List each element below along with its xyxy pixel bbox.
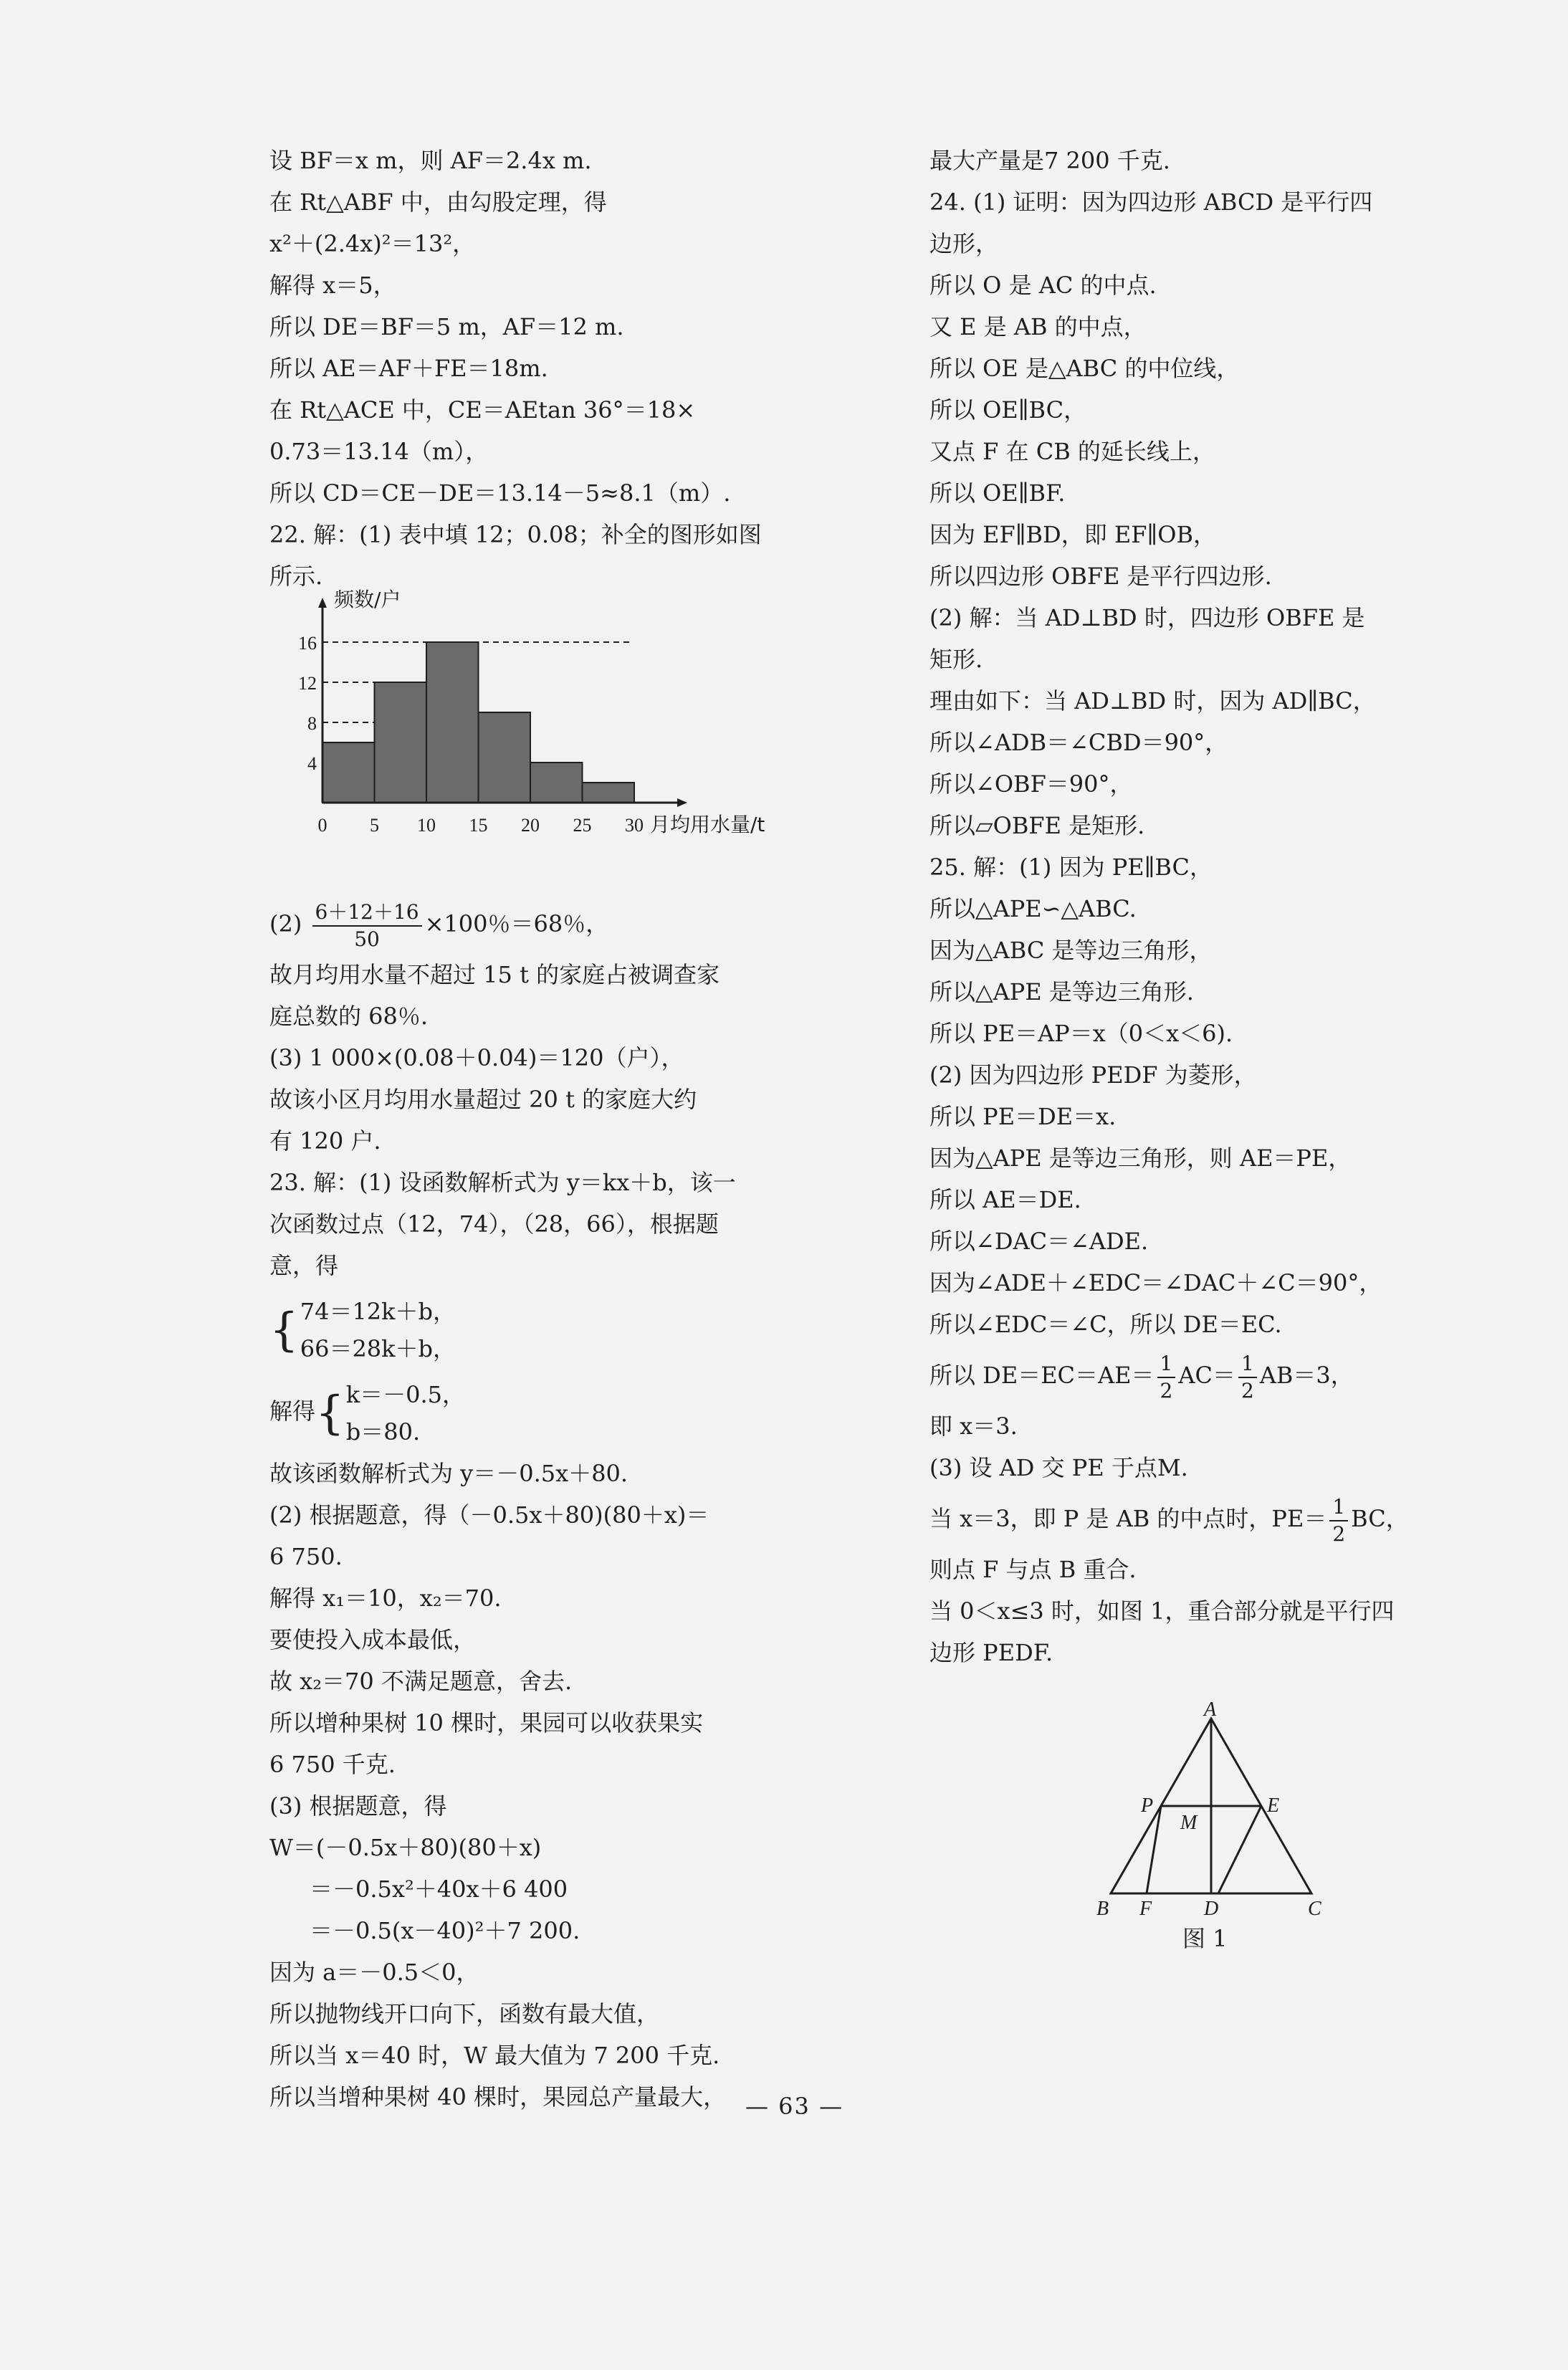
text-line: 所以 AE＝AF＋FE＝18m. bbox=[269, 355, 548, 382]
histogram-bar bbox=[322, 742, 375, 803]
left-block-c bbox=[269, 1453, 814, 2118]
bc-line-end: BC， bbox=[1351, 1505, 1409, 1532]
half-num: 1 bbox=[1238, 1354, 1257, 1378]
text-line: 边形， bbox=[929, 230, 999, 257]
half-fraction-1 bbox=[1157, 1351, 1176, 1403]
label-p: P bbox=[1141, 1795, 1154, 1817]
histogram-bar bbox=[375, 682, 427, 803]
label-c: C bbox=[1308, 1898, 1321, 1920]
text-line: 解得 x₁＝10，x₂＝70. bbox=[269, 1585, 502, 1612]
text-line: 所以∠ADB＝∠CBD＝90°， bbox=[929, 729, 1228, 756]
text-line: ＝－0.5(x－40)²＋7 200. bbox=[310, 1917, 580, 1944]
y-axis-label: 频数/户 bbox=[334, 588, 401, 611]
label-a: A bbox=[1204, 1698, 1217, 1721]
text-line: 因为 a＝－0.5＜0， bbox=[269, 1959, 479, 1986]
half-num: 1 bbox=[1329, 1497, 1348, 1521]
text-line: x²＋(2.4x)²＝13²， bbox=[269, 230, 476, 257]
text-line: 即 x＝3. bbox=[929, 1413, 1018, 1440]
right-column bbox=[929, 140, 1474, 1673]
text-line: 意，得 bbox=[269, 1252, 339, 1279]
text-line: 所以 OE∥BF. bbox=[929, 479, 1066, 507]
text-line: (3) 根据题意，得 bbox=[269, 1792, 447, 1820]
q22-fraction-denominator: 50 bbox=[354, 927, 380, 951]
text-line: 因为△APE 是等边三角形，则 AE＝PE， bbox=[929, 1145, 1352, 1172]
right-block-a bbox=[929, 140, 1474, 1345]
text-line: 故该小区月均用水量超过 20 t 的家庭大约 bbox=[269, 1086, 697, 1113]
brace-symbol: { bbox=[269, 1303, 299, 1357]
equation-system-1 bbox=[269, 1286, 814, 1370]
text-line: 所以 AE＝DE. bbox=[929, 1186, 1081, 1213]
half-line-pre: 所以 DE＝EC＝AE＝ bbox=[929, 1362, 1155, 1389]
text-line: 又点 F 在 CB 的延长线上， bbox=[929, 438, 1215, 465]
half-fraction-2 bbox=[1238, 1351, 1257, 1403]
left-block-b bbox=[269, 954, 814, 1286]
label-b: B bbox=[1096, 1898, 1109, 1920]
text-line: 庭总数的 68％. bbox=[269, 1003, 429, 1030]
x-tick-label: 15 bbox=[469, 815, 488, 836]
text-line: 要使投入成本最低， bbox=[269, 1626, 477, 1653]
text-line: 所以 OE 是△ABC 的中位线， bbox=[929, 355, 1240, 382]
half-den: 2 bbox=[1160, 1378, 1173, 1403]
text-line: 故月均用水量不超过 15 t 的家庭占被调查家 bbox=[269, 961, 720, 988]
y-tick-label: 8 bbox=[307, 713, 317, 734]
figure-1-triangle bbox=[1096, 1698, 1326, 1921]
label-f: F bbox=[1139, 1898, 1152, 1920]
text-line: 所以 DE＝BF＝5 m，AF＝12 m. bbox=[269, 313, 624, 340]
text-line: 最大产量是7 200 千克. bbox=[929, 147, 1170, 174]
page-number: — 63 — bbox=[745, 2093, 844, 2120]
text-line: (2) 根据题意，得（－0.5x＋80)(80＋x)＝ bbox=[269, 1501, 709, 1529]
text-line: 解得 x＝5， bbox=[269, 272, 396, 299]
text-line: 有 120 户. bbox=[269, 1127, 381, 1155]
y-tick-label: 16 bbox=[298, 633, 317, 654]
text-line: W＝(－0.5x＋80)(80＋x) bbox=[269, 1834, 542, 1861]
text-line: 0.73＝13.14（m）， bbox=[269, 438, 489, 465]
x-tick-label: 30 bbox=[625, 815, 644, 836]
text-line: 设 BF＝x m，则 AF＝2.4x m. bbox=[269, 147, 592, 174]
left-column bbox=[269, 140, 814, 2118]
half-den: 2 bbox=[1332, 1521, 1346, 1546]
text-line: 在 Rt△ABF 中，由勾股定理，得 bbox=[269, 188, 607, 216]
figure-1-caption: 图 1 bbox=[1182, 1925, 1228, 1952]
q22-part2-label: (2) bbox=[269, 910, 302, 937]
x-axis-label: 月均用水量/t bbox=[650, 813, 765, 836]
system1-eq2: 66＝28k＋b， bbox=[300, 1334, 456, 1362]
text-line: 所以▱OBFE 是矩形. bbox=[929, 812, 1145, 839]
text-line: 因为 EF∥BD，即 EF∥OB， bbox=[929, 521, 1216, 548]
right-block-b bbox=[929, 1405, 1474, 1489]
x-tick-label: 25 bbox=[573, 815, 592, 836]
text-line: 24. (1) 证明：因为四边形 ABCD 是平行四 bbox=[929, 188, 1373, 216]
text-line: 在 Rt△ACE 中，CE＝AEtan 36°＝18× bbox=[269, 396, 696, 424]
text-line: 所以当增种果树 40 棵时，果园总产量最大， bbox=[269, 2083, 727, 2111]
text-line: 所以∠DAC＝∠ADE. bbox=[929, 1228, 1149, 1255]
x-tick-label: 0 bbox=[317, 815, 328, 836]
text-line: 理由如下：当 AD⊥BD 时，因为 AD∥BC， bbox=[929, 687, 1376, 715]
text-line: 故该函数解析式为 y＝－0.5x＋80. bbox=[269, 1460, 628, 1487]
bc-line-pre: 当 x＝3，即 P 是 AB 的中点时，PE＝ bbox=[929, 1505, 1327, 1532]
text-line: 故 x₂＝70 不满足题意，舍去. bbox=[269, 1668, 573, 1695]
brace-symbol: { bbox=[315, 1386, 345, 1440]
y-tick-label: 12 bbox=[298, 673, 317, 694]
left-block-a bbox=[269, 140, 814, 514]
text-line: 所以∠OBF＝90°， bbox=[929, 770, 1133, 798]
text-line: 所以增种果树 10 棵时，果园可以收获果实 bbox=[269, 1709, 704, 1736]
x-axis-arrow bbox=[677, 798, 687, 807]
q22-line-1: 22. 解：(1) 表中填 12；0.08；补全的图形如图 bbox=[269, 521, 762, 548]
text-line: 23. 解：(1) 设函数解析式为 y＝kx＋b，该一 bbox=[269, 1169, 736, 1196]
system2-eq2: b＝80. bbox=[345, 1418, 421, 1446]
text-line: 次函数过点（12，74），（28，66），根据题 bbox=[269, 1210, 719, 1238]
half-line-end: AB＝3， bbox=[1259, 1362, 1354, 1389]
text-line: 边形 PEDF. bbox=[929, 1639, 1053, 1666]
text-line: 矩形. bbox=[929, 646, 983, 673]
system2-eq1: k＝－0.5， bbox=[345, 1380, 466, 1408]
text-line: 当 0＜x≤3 时，如图 1，重合部分就是平行四 bbox=[929, 1597, 1395, 1625]
equation-system-2 bbox=[269, 1370, 814, 1453]
text-line: 又 E 是 AB 的中点， bbox=[929, 313, 1147, 340]
text-line: (3) 设 AD 交 PE 于点M. bbox=[929, 1454, 1188, 1481]
text-line: 因为△ABC 是等边三角形， bbox=[929, 937, 1213, 964]
text-line: 25. 解：(1) 因为 PE∥BC， bbox=[929, 854, 1213, 881]
text-line: 所以△APE 是等边三角形. bbox=[929, 978, 1194, 1005]
histogram-bar bbox=[530, 763, 583, 803]
text-line: ＝－0.5x²＋40x＋6 400 bbox=[310, 1876, 568, 1903]
text-line: 则点 F 与点 B 重合. bbox=[929, 1556, 1137, 1583]
text-line: 所以 PE＝AP＝x（0＜x＜6). bbox=[929, 1020, 1233, 1047]
label-e: E bbox=[1267, 1795, 1280, 1817]
text-line: 所以当 x＝40 时，W 最大值为 7 200 千克. bbox=[269, 2042, 720, 2069]
right-block-c bbox=[929, 1549, 1474, 1673]
text-line: 6 750. bbox=[269, 1543, 343, 1570]
text-line: 因为∠ADE＋∠EDC＝∠DAC＋∠C＝90°， bbox=[929, 1269, 1382, 1296]
q22-fraction-rest: ×100％＝68％， bbox=[424, 910, 609, 937]
text-line: (3) 1 000×(0.08＋0.04)＝120（户）， bbox=[269, 1044, 684, 1071]
half-line-mid: AC＝ bbox=[1178, 1362, 1235, 1389]
y-tick-label: 4 bbox=[307, 753, 317, 774]
solve-label: 解得 bbox=[269, 1397, 316, 1425]
water-usage-histogram bbox=[279, 588, 810, 853]
label-m: M bbox=[1180, 1812, 1197, 1834]
text-line: 所以△APE∽△ABC. bbox=[929, 895, 1137, 922]
text-line: 6 750 千克. bbox=[269, 1751, 396, 1778]
label-d: D bbox=[1204, 1898, 1219, 1920]
histogram-bar bbox=[583, 783, 635, 803]
bc-fraction-line bbox=[929, 1489, 1474, 1549]
text-line: 所以 PE＝DE＝x. bbox=[929, 1103, 1117, 1130]
half-fraction-line bbox=[929, 1345, 1474, 1405]
q22-fraction bbox=[312, 899, 422, 951]
half-fraction-3 bbox=[1329, 1494, 1348, 1546]
q22-fraction-numerator: 6＋12＋16 bbox=[312, 902, 422, 927]
text-line: 所以抛物线开口向下，函数有最大值， bbox=[269, 2000, 660, 2027]
histogram-bar bbox=[479, 712, 531, 803]
histogram-bar bbox=[426, 642, 479, 803]
text-line: 所以四边形 OBFE 是平行四边形. bbox=[929, 563, 1272, 590]
half-num: 1 bbox=[1157, 1354, 1176, 1378]
text-line: (2) 解：当 AD⊥BD 时，四边形 OBFE 是 bbox=[929, 604, 1365, 631]
text-line: 所以 O 是 AC 的中点. bbox=[929, 272, 1157, 299]
x-tick-label: 5 bbox=[370, 815, 379, 836]
text-line: 所以 OE∥BC， bbox=[929, 396, 1087, 424]
text-line: 所以 CD＝CE－DE＝13.14－5≈8.1（m）. bbox=[269, 479, 731, 507]
x-tick-label: 20 bbox=[521, 815, 540, 836]
text-line: 所以∠EDC＝∠C，所以 DE＝EC. bbox=[929, 1311, 1282, 1338]
q22-part2-line bbox=[269, 894, 814, 954]
text-line: (2) 因为四边形 PEDF 为菱形， bbox=[929, 1061, 1257, 1089]
x-tick-label: 10 bbox=[417, 815, 436, 836]
half-den: 2 bbox=[1240, 1378, 1254, 1403]
q22-line-2: 所示. bbox=[269, 563, 323, 590]
system1-eq1: 74＝12k＋b， bbox=[300, 1297, 456, 1325]
segment-ed bbox=[1218, 1806, 1261, 1893]
